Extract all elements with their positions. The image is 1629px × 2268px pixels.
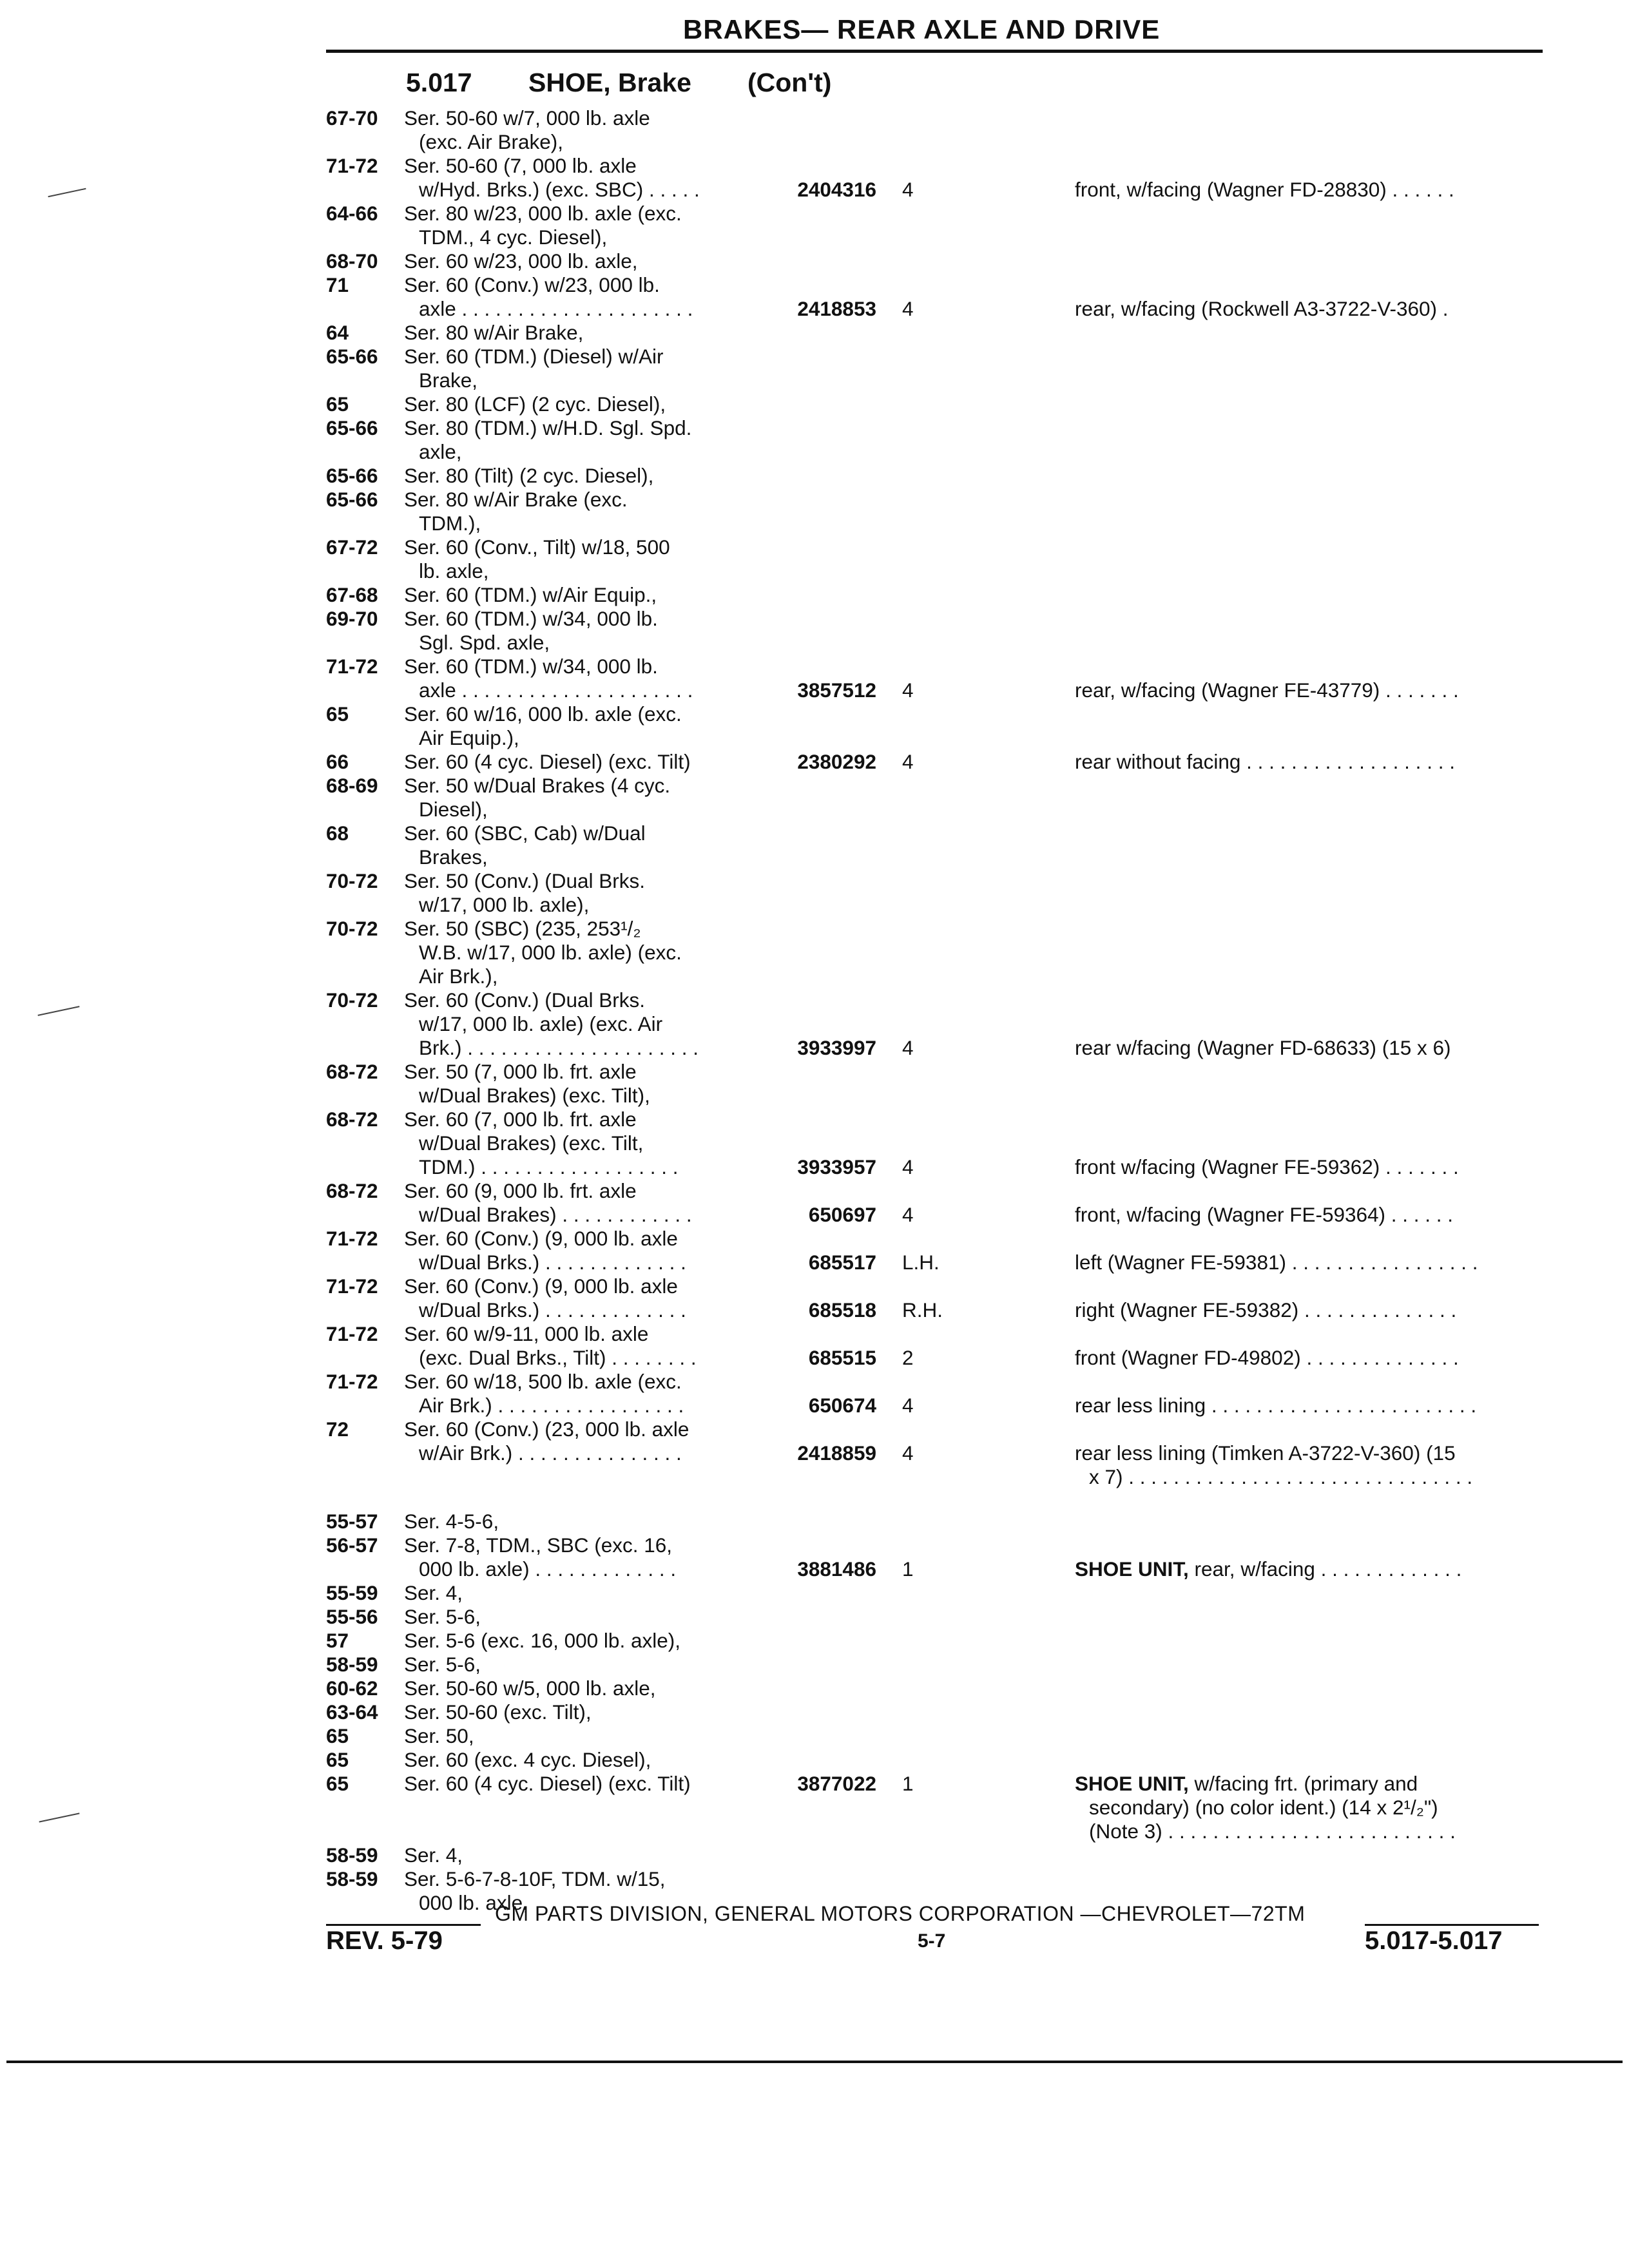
model-years: 71-72 [326, 1227, 378, 1250]
list-item [0, 1251, 1629, 1274]
application-text: Ser. 80 w/Air Brake, [404, 321, 584, 344]
part-description [1075, 1155, 1459, 1179]
footer-page-number: 5-7 [918, 1930, 946, 1952]
application-text: Ser. 60 (Conv.) (9, 000 lb. axle [404, 1274, 678, 1298]
model-years: 70-72 [326, 869, 378, 892]
application-text: (exc. Air Brake), [419, 130, 564, 153]
application-text: Ser. 7-8, TDM., SBC (exc. 16, [404, 1533, 673, 1557]
application-text: Ser. 60 w/16, 000 lb. axle (exc. [404, 702, 682, 726]
application-text: TDM.), [419, 512, 481, 535]
quantity: 1 [902, 1557, 914, 1581]
application-text: Ser. 50-60 (7, 000 lb. axle [404, 154, 637, 177]
application-text: Ser. 5-6, [404, 1653, 481, 1676]
application-text: Ser. 5-6, [404, 1605, 481, 1628]
application-text: Ser. 50-60 w/5, 000 lb. axle, [404, 1677, 656, 1700]
part-description [1075, 178, 1454, 202]
part-number: 685518 [808, 1298, 876, 1321]
application-text: Ser. 50 (Conv.) (Dual Brks. [404, 869, 646, 892]
part-number: 3933957 [797, 1155, 876, 1178]
list-item [0, 1465, 1629, 1489]
description-text: right (Wagner FE-59382) . . . . . . . . . . . . . . [1075, 1298, 1457, 1321]
model-years: 58-59 [326, 1867, 378, 1890]
list-item [0, 822, 1629, 845]
quantity: 4 [902, 297, 914, 320]
list-item [0, 1700, 1629, 1724]
part-number: 2380292 [797, 750, 876, 773]
part-description [1089, 1465, 1472, 1489]
model-years: 60-62 [326, 1677, 378, 1700]
list-item [0, 1557, 1629, 1581]
model-years: 58-59 [326, 1653, 378, 1676]
part-number: 650697 [808, 1203, 876, 1226]
list-item [0, 1155, 1629, 1179]
footer-section-range: 5.017-5.017 [1365, 1927, 1503, 1955]
list-item [0, 273, 1629, 297]
list-item [0, 607, 1629, 631]
application-text: Ser. 60 (Conv.) (9, 000 lb. axle [404, 1227, 678, 1250]
list-item [0, 965, 1629, 988]
application-text: Ser. 50 (7, 000 lb. frt. axle [404, 1060, 637, 1083]
section-number: 5.017 [406, 68, 472, 97]
model-years: 67-70 [326, 106, 378, 130]
application-text: w/Dual Brakes) (exc. Tilt), [419, 1084, 650, 1107]
application-text: Ser. 60 (TDM.) w/34, 000 lb. [404, 607, 658, 630]
application-text: Ser. 60 (SBC, Cab) w/Dual [404, 822, 646, 845]
application-text: w/17, 000 lb. axle), [419, 893, 590, 916]
model-years: 70-72 [326, 988, 378, 1012]
model-years: 68-70 [326, 249, 378, 273]
list-item [0, 1796, 1629, 1820]
quantity: 4 [902, 1441, 914, 1465]
application-text: Ser. 60 (7, 000 lb. frt. axle [404, 1108, 637, 1131]
application-text: Ser. 5-6 (exc. 16, 000 lb. axle), [404, 1629, 680, 1652]
application-text: w/Dual Brks.) . . . . . . . . . . . . . [419, 1251, 686, 1274]
quantity: 4 [902, 178, 914, 201]
part-number: 3877022 [797, 1772, 876, 1795]
part-description [1075, 1346, 1459, 1370]
application-text: Ser. 50-60 (exc. Tilt), [404, 1700, 592, 1724]
list-item [0, 249, 1629, 273]
application-text: Ser. 60 w/9-11, 000 lb. axle [404, 1322, 649, 1345]
quantity: 4 [902, 1394, 914, 1417]
part-description [1075, 1772, 1418, 1796]
part-description [1075, 750, 1455, 774]
application-text: Ser. 4, [404, 1843, 463, 1867]
application-text: w/Air Brk.) . . . . . . . . . . . . . . . [419, 1441, 682, 1465]
model-years: 66 [326, 750, 349, 773]
application-text: Ser. 60 (TDM.) w/Air Equip., [404, 583, 657, 606]
description-text: left (Wagner FE-59381) . . . . . . . . . . . . . . . . . [1075, 1251, 1478, 1274]
list-item [0, 416, 1629, 440]
model-years: 68-72 [326, 1108, 378, 1131]
part-number: 3857512 [797, 678, 876, 702]
model-years: 65-66 [326, 464, 378, 487]
application-text: Ser. 60 (4 cyc. Diesel) (exc. Tilt) [404, 750, 691, 773]
model-years: 64-66 [326, 202, 378, 225]
list-item [0, 1060, 1629, 1084]
list-item [0, 202, 1629, 226]
model-years: 63-64 [326, 1700, 378, 1724]
application-text: axle . . . . . . . . . . . . . . . . . . . . . [419, 678, 693, 702]
list-item [0, 893, 1629, 917]
description-text: rear, w/facing . . . . . . . . . . . . . [1188, 1557, 1462, 1581]
model-years: 65 [326, 1772, 349, 1795]
list-item [0, 106, 1629, 130]
application-text: Ser. 60 (4 cyc. Diesel) (exc. Tilt) [404, 1772, 691, 1795]
model-years: 65 [326, 1724, 349, 1747]
part-number: 3933997 [797, 1036, 876, 1059]
part-description [1075, 1394, 1476, 1418]
list-item [0, 1533, 1629, 1557]
list-item [0, 369, 1629, 392]
list-item [0, 1370, 1629, 1394]
list-item [0, 1820, 1629, 1843]
list-item [0, 1629, 1629, 1653]
part-number: 2418859 [797, 1441, 876, 1465]
list-item [0, 1322, 1629, 1346]
model-years: 71-72 [326, 1322, 378, 1345]
description-text: front (Wagner FD-49802) . . . . . . . . . . . . . . [1075, 1346, 1459, 1369]
application-text: Ser. 80 (Tilt) (2 cyc. Diesel), [404, 464, 654, 487]
part-description [1075, 1298, 1456, 1322]
list-item [0, 1441, 1629, 1465]
application-text: w/Hyd. Brks.) (exc. SBC) . . . . . [419, 178, 700, 201]
description-text: rear without facing . . . . . . . . . . . . . . . . . . . [1075, 750, 1455, 773]
application-text: Brk.) . . . . . . . . . . . . . . . . . . . . . [419, 1036, 699, 1059]
list-item [0, 226, 1629, 249]
application-text: w/17, 000 lb. axle) (exc. Air [419, 1012, 663, 1035]
list-item [0, 583, 1629, 607]
list-item [0, 1203, 1629, 1227]
application-text: Diesel), [419, 798, 488, 821]
model-years: 71 [326, 273, 349, 296]
part-description [1075, 297, 1449, 321]
list-item [0, 1012, 1629, 1036]
quantity: 4 [902, 750, 914, 773]
model-years: 65 [326, 392, 349, 416]
list-item [0, 750, 1629, 774]
application-text: Ser. 50, [404, 1724, 474, 1747]
list-item [0, 488, 1629, 512]
list-item [0, 1653, 1629, 1677]
part-description [1089, 1820, 1456, 1843]
list-item [0, 440, 1629, 464]
application-text: Ser. 5-6-7-8-10F, TDM. w/15, [404, 1867, 666, 1890]
description-text: rear less lining (Timken A-3722-V-360) (15 [1075, 1441, 1456, 1465]
model-years: 57 [326, 1629, 349, 1652]
part-description [1075, 1251, 1478, 1274]
application-text: axle, [419, 440, 462, 463]
description-text: front, w/facing (Wagner FE-59364) . . . . . . [1075, 1203, 1454, 1226]
application-text: W.B. w/17, 000 lb. axle) (exc. [419, 941, 682, 964]
section-name: SHOE, Brake [528, 68, 691, 97]
model-years: 67-68 [326, 583, 378, 606]
model-years: 64 [326, 321, 349, 344]
quantity: 2 [902, 1346, 914, 1369]
application-text: Ser. 60 w/23, 000 lb. axle, [404, 249, 638, 273]
application-text: lb. axle, [419, 559, 489, 582]
list-item [0, 1346, 1629, 1370]
model-years: 67-72 [326, 535, 378, 559]
application-text: w/Dual Brks.) . . . . . . . . . . . . . [419, 1298, 686, 1321]
quantity: R.H. [902, 1298, 943, 1321]
list-item [0, 297, 1629, 321]
list-item [0, 535, 1629, 559]
part-description [1075, 1441, 1456, 1465]
application-text: Ser. 60 (Conv.) w/23, 000 lb. [404, 273, 660, 296]
footer-rule-right [1365, 1924, 1539, 1926]
model-years: 56-57 [326, 1533, 378, 1557]
description-label: SHOE UNIT, [1075, 1557, 1189, 1581]
model-years: 71-72 [326, 655, 378, 678]
model-years: 55-59 [326, 1581, 378, 1604]
application-text: w/Dual Brakes) (exc. Tilt, [419, 1131, 644, 1155]
model-years: 65-66 [326, 345, 378, 368]
list-item [0, 154, 1629, 178]
description-label: SHOE UNIT, [1075, 1772, 1189, 1795]
list-item [0, 512, 1629, 535]
application-text: Ser. 80 w/Air Brake (exc. [404, 488, 628, 511]
list-item [0, 1724, 1629, 1748]
application-text: 000 lb. axle) . . . . . . . . . . . . . [419, 1557, 677, 1581]
part-number: 650674 [808, 1394, 876, 1417]
model-years: 71-72 [326, 1370, 378, 1393]
page-title: BRAKES— REAR AXLE AND DRIVE [683, 14, 1161, 44]
list-item [0, 845, 1629, 869]
list-item [0, 631, 1629, 655]
page-bottom-edge [6, 2061, 1623, 2063]
quantity: 4 [902, 678, 914, 702]
description-text: x 7) . . . . . . . . . . . . . . . . . . . . . . . . . . . . . . . [1089, 1465, 1473, 1488]
list-item [0, 1084, 1629, 1108]
list-item [0, 1605, 1629, 1629]
quantity: 4 [902, 1036, 914, 1059]
application-text: Ser. 60 (9, 000 lb. frt. axle [404, 1179, 637, 1202]
application-text: Ser. 60 (TDM.) w/34, 000 lb. [404, 655, 658, 678]
list-item [0, 941, 1629, 965]
quantity: L.H. [902, 1251, 940, 1274]
model-years: 68-69 [326, 774, 378, 797]
application-text: Ser. 80 w/23, 000 lb. axle (exc. [404, 202, 682, 225]
list-item [0, 130, 1629, 154]
list-item [0, 1772, 1629, 1796]
list-item [0, 869, 1629, 893]
application-text: Ser. 50-60 w/7, 000 lb. axle [404, 106, 650, 130]
application-text: Ser. 60 (Conv.) (23, 000 lb. axle [404, 1418, 689, 1441]
list-item [0, 1867, 1629, 1891]
part-description [1075, 1203, 1453, 1227]
application-text: 000 lb. axle, [419, 1891, 528, 1914]
application-text: (exc. Dual Brks., Tilt) . . . . . . . . [419, 1346, 697, 1369]
footer-rule-left [326, 1924, 481, 1926]
list-item [0, 559, 1629, 583]
description-text: front w/facing (Wagner FE-59362) . . . . . . . [1075, 1155, 1459, 1178]
model-years: 55-56 [326, 1605, 378, 1628]
application-text: w/Dual Brakes) . . . . . . . . . . . . [419, 1203, 692, 1226]
list-item [0, 1131, 1629, 1155]
application-text: Ser. 80 (TDM.) w/H.D. Sgl. Spd. [404, 416, 692, 439]
part-number: 2404316 [797, 178, 876, 201]
list-item [0, 1298, 1629, 1322]
application-text: Ser. 60 (TDM.) (Diesel) w/Air [404, 345, 664, 368]
list-item [0, 1418, 1629, 1441]
application-text: Ser. 60 (Conv.) (Dual Brks. [404, 988, 646, 1012]
list-item [0, 917, 1629, 941]
part-number: 3881486 [797, 1557, 876, 1581]
model-years: 71-72 [326, 154, 378, 177]
list-item [0, 798, 1629, 822]
application-text: Ser. 60 w/18, 500 lb. axle (exc. [404, 1370, 682, 1393]
model-years: 65-66 [326, 416, 378, 439]
list-item [0, 988, 1629, 1012]
model-years: 69-70 [326, 607, 378, 630]
list-item [0, 678, 1629, 702]
description-text: front, w/facing (Wagner FD-28830) . . . . . . [1075, 178, 1454, 201]
list-item [0, 1843, 1629, 1867]
footer-corporation: GM PARTS DIVISION, GENERAL MOTORS CORPORATION —CHEVROLET—72TM [495, 1902, 1306, 1925]
application-text: Ser. 50 (SBC) (235, 253¹/₂ [404, 917, 641, 940]
application-text: Brake, [419, 369, 478, 392]
description-text: rear w/facing (Wagner FD-68633) (15 x 6) [1075, 1036, 1451, 1059]
list-item [0, 1227, 1629, 1251]
part-description [1075, 1036, 1451, 1060]
list-item [0, 655, 1629, 678]
part-description [1075, 678, 1459, 702]
application-text: Ser. 4, [404, 1581, 463, 1604]
list-item [0, 1179, 1629, 1203]
footer-revision: REV. 5-79 [326, 1927, 443, 1955]
list-item [0, 345, 1629, 369]
list-item [0, 1274, 1629, 1298]
list-item [0, 392, 1629, 416]
application-text: TDM., 4 cyc. Diesel), [419, 226, 608, 249]
list-item [0, 321, 1629, 345]
list-item [0, 1108, 1629, 1131]
model-years: 72 [326, 1418, 349, 1441]
description-text: rear, w/facing (Wagner FE-43779) . . . . . . . [1075, 678, 1459, 702]
model-years: 68 [326, 822, 349, 845]
model-years: 65-66 [326, 488, 378, 511]
part-number: 685517 [808, 1251, 876, 1274]
application-text: Ser. 60 (Conv., Tilt) w/18, 500 [404, 535, 670, 559]
quantity: 4 [902, 1155, 914, 1178]
model-years: 68-72 [326, 1060, 378, 1083]
model-years: 68-72 [326, 1179, 378, 1202]
list-item [0, 1677, 1629, 1700]
list-item [0, 1581, 1629, 1605]
list-item [0, 1510, 1629, 1533]
quantity: 1 [902, 1772, 914, 1795]
list-item [0, 178, 1629, 202]
model-years: 65 [326, 1748, 349, 1771]
list-item [0, 464, 1629, 488]
description-text: secondary) (no color ident.) (14 x 2¹/₂") [1089, 1796, 1438, 1819]
part-number: 685515 [808, 1346, 876, 1369]
model-years: 70-72 [326, 917, 378, 940]
model-years: 55-57 [326, 1510, 378, 1533]
application-text: TDM.) . . . . . . . . . . . . . . . . . . [419, 1155, 679, 1178]
description-text: w/facing frt. (primary and [1188, 1772, 1418, 1795]
list-item [0, 774, 1629, 798]
section-continued: (Con't) [747, 68, 832, 97]
list-item [0, 702, 1629, 726]
application-text: Ser. 60 (exc. 4 cyc. Diesel), [404, 1748, 651, 1771]
list-item [0, 1394, 1629, 1418]
application-text: Ser. 50 w/Dual Brakes (4 cyc. [404, 774, 671, 797]
description-text: rear, w/facing (Rockwell A3-3722-V-360) . [1075, 297, 1449, 320]
application-text: Air Equip.), [419, 726, 519, 749]
part-description [1075, 1557, 1461, 1581]
description-text: (Note 3) . . . . . . . . . . . . . . . . . . . . . . . . . . [1089, 1820, 1456, 1843]
description-text: rear less lining . . . . . . . . . . . . . . . . . . . . . . . . [1075, 1394, 1477, 1417]
part-number: 2418853 [797, 297, 876, 320]
application-text: Brakes, [419, 845, 488, 869]
application-text: Sgl. Spd. axle, [419, 631, 550, 654]
model-years: 58-59 [326, 1843, 378, 1867]
model-years: 65 [326, 702, 349, 726]
application-text: Air Brk.), [419, 965, 498, 988]
model-years: 71-72 [326, 1274, 378, 1298]
list-item [0, 1036, 1629, 1060]
list-item [0, 726, 1629, 750]
list-item [0, 1748, 1629, 1772]
application-text: Ser. 4-5-6, [404, 1510, 499, 1533]
quantity: 4 [902, 1203, 914, 1226]
application-text: Ser. 80 (LCF) (2 cyc. Diesel), [404, 392, 666, 416]
part-description [1089, 1796, 1438, 1820]
application-text: Air Brk.) . . . . . . . . . . . . . . . . . [419, 1394, 684, 1417]
application-text: axle . . . . . . . . . . . . . . . . . . . . . [419, 297, 693, 320]
